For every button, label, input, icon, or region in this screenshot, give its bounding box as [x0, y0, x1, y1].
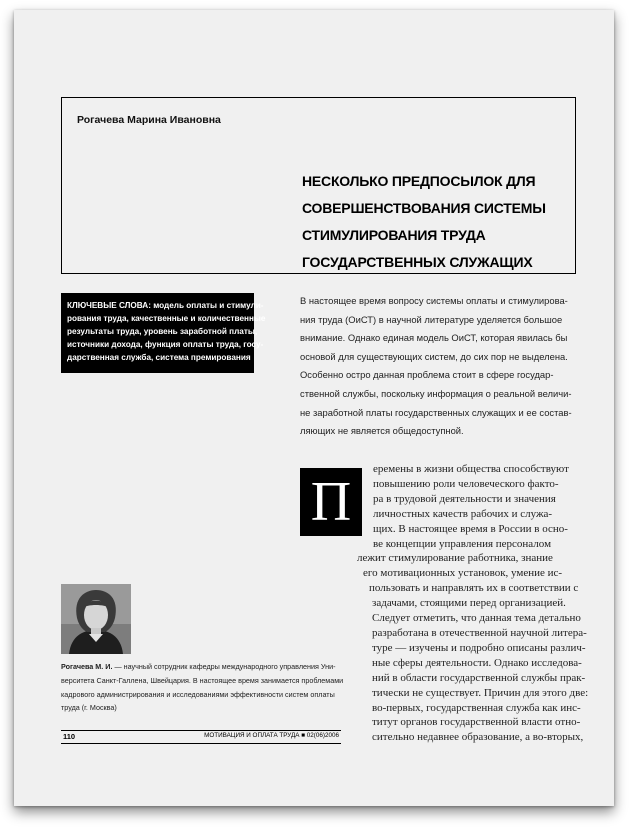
body-text	[300, 462, 589, 745]
body-line: его мотивационных установок, умение ис-	[363, 567, 563, 580]
page-number: 110	[63, 732, 76, 741]
bio-line	[61, 660, 336, 674]
abstract-line: ляющих не является общедоступной.	[300, 425, 464, 437]
bio-line: труда (г. Москва)	[61, 703, 117, 713]
article-title	[302, 168, 562, 276]
keywords-box	[61, 293, 266, 373]
author-photo	[61, 584, 131, 654]
body-line: личностных качеств рабочих и служа-	[373, 507, 553, 520]
journal-issue: МОТИВАЦИЯ И ОПЛАТА ТРУДА ■ 02(06)2006	[204, 732, 339, 739]
abstract	[300, 292, 580, 441]
drop-cap: П	[300, 468, 362, 536]
author-bio	[61, 660, 344, 715]
body-line: щих. В настоящее время в России в осно-	[373, 522, 568, 535]
body-line: ные сферы деятельности. Однако исследова-	[372, 656, 582, 669]
title-line: СОВЕРШЕНСТВОВАНИЯ СИСТЕМЫ	[302, 200, 546, 216]
body-line: лежит стимулирование работника, знание	[357, 552, 553, 565]
abstract-line: внимание. Однако единая модель ОиСТ, которая явилась бы	[300, 332, 568, 344]
keywords-line: результаты труда, уровень заработной платы,	[67, 327, 258, 336]
abstract-line: Особенно остро данная проблема стоит в сфере государ-	[300, 369, 554, 381]
body-line: во-первых, государственная служба как инс-	[372, 701, 581, 714]
keywords-line: источники дохода, функция оплаты труда, госу-	[67, 340, 264, 349]
bio-line: верситета Санкт-Галлена, Швейцария. В настоящее время занимается проблемами	[61, 675, 344, 685]
bio-text: — научный сотрудник кафедры международного управления Уни-	[112, 662, 336, 671]
article-header-box	[61, 97, 576, 274]
magazine-page	[14, 10, 614, 806]
keywords-line: рования труда, качественные и количественные	[67, 314, 266, 323]
abstract-line: ственной службы, поскольку информация о реальной величи-	[300, 387, 572, 399]
abstract-line: ния труда (ОиСТ) в научной литературе уделяется большое	[300, 313, 563, 325]
abstract-line: В настоящее время вопросу системы оплаты и стимулирова-	[300, 295, 568, 306]
body-line: ра в трудовой деятельности и значения	[373, 492, 556, 505]
title-line: ГОСУДАРСТВЕННЫХ СЛУЖАЩИХ	[302, 254, 533, 270]
body-line: ве концепции управления персоналом	[373, 537, 552, 550]
bio-line: кадрового администрирования и исследованиями эффективности систем оплаты	[61, 689, 335, 699]
body-line: пользовать и направлять их в соответствии с	[369, 582, 579, 595]
bio-author-name: Рогачева М. И.	[61, 662, 113, 671]
author-name-header: Рогачева Марина Ивановна	[77, 114, 221, 126]
abstract-line: не заработной платы государственных служащих и ее состав-	[300, 406, 572, 418]
body-line: еремены в жизни общества способствуют	[373, 463, 569, 475]
body-line: туре — изучены и подробно описаны различ-	[372, 641, 586, 654]
title-line: СТИМУЛИРОВАНИЯ ТРУДА	[302, 227, 486, 243]
body-line: ний в области государственной службы прак-	[372, 671, 586, 684]
title-line: НЕСКОЛЬКО ПРЕДПОСЫЛОК ДЛЯ	[302, 173, 536, 189]
body-line: тически не существует. Причин для этого две:	[372, 686, 589, 699]
body-line: повышению роли человеческого факто-	[373, 477, 559, 490]
footer-rule-top	[61, 730, 341, 731]
body-line: титут органов государственной власти отно-	[372, 716, 581, 729]
body-line: задачами, стоящими перед организацией.	[372, 597, 566, 610]
footer-rule-bottom	[61, 743, 341, 744]
abstract-line: основой для существующих систем, до сих пор не выделена.	[300, 350, 568, 362]
body-line: Следует отметить, что данная тема детально	[372, 612, 581, 625]
keywords-line: КЛЮЧЕВЫЕ СЛОВА: модель оплаты и стимули-	[67, 301, 264, 310]
body-line: разработана в отечественной научной литера-	[372, 626, 587, 639]
keywords-line: дарственная служба, система премирования	[67, 353, 251, 362]
body-line: сительно недавнее образование, а во-вторых,	[372, 731, 584, 744]
